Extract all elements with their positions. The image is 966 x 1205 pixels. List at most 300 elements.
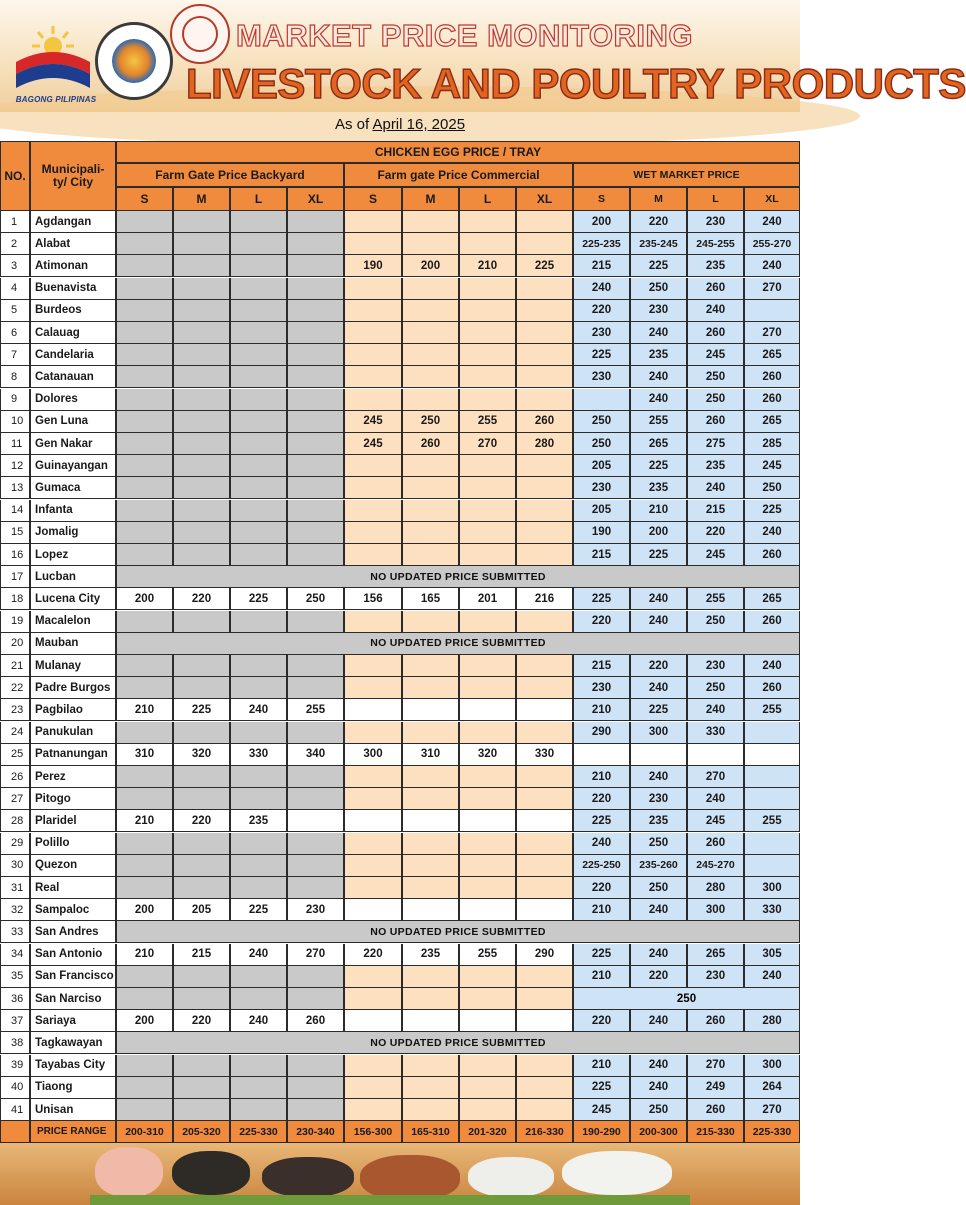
municipality-name: Alabat (30, 233, 116, 255)
as-of-date-value: April 16, 2025 (372, 116, 466, 133)
price-cell-bk-xl (287, 988, 344, 1010)
price-range-value: 225-330 (230, 1121, 287, 1143)
price-cell-wm-m: 220 (630, 966, 687, 988)
table-row (0, 211, 800, 233)
row-number: 1 (0, 211, 30, 233)
price-cell-bk-l (230, 233, 287, 255)
price-cell-bk-xl: 255 (287, 699, 344, 721)
price-cell-wm-s: 220 (573, 300, 630, 322)
price-cell-wm-merged: 250 (573, 988, 800, 1010)
price-cell-cm-m (402, 810, 459, 832)
price-cell-bk-m (173, 877, 230, 899)
price-cell-bk-l (230, 1099, 287, 1121)
table-row (0, 899, 800, 921)
table-row (0, 455, 800, 477)
price-cell-wm-m: 200 (630, 522, 687, 544)
price-cell-wm-l: 270 (687, 1055, 744, 1077)
price-cell-wm-m: 250 (630, 833, 687, 855)
price-cell-wm-l: 245-255 (687, 233, 744, 255)
price-cell-cm-xl (516, 810, 573, 832)
price-cell-bk-s (116, 655, 173, 677)
price-cell-wm-l: 245-270 (687, 855, 744, 877)
price-cell-cm-s: 156 (344, 588, 402, 610)
price-cell-bk-xl: 270 (287, 944, 344, 966)
price-cell-bk-xl (287, 233, 344, 255)
table-row (0, 1077, 800, 1099)
price-cell-bk-l (230, 833, 287, 855)
table-row (0, 389, 800, 411)
price-cell-cm-xl (516, 966, 573, 988)
price-cell-bk-l (230, 788, 287, 810)
price-cell-cm-m: 235 (402, 944, 459, 966)
as-of-label: As of (334, 116, 370, 133)
grass-strip (90, 1195, 690, 1205)
price-cell-bk-s (116, 233, 173, 255)
price-cell-cm-l (459, 477, 516, 499)
price-cell-bk-s (116, 988, 173, 1010)
price-cell-cm-l (459, 833, 516, 855)
bagong-pilipinas-text: BAGONG PILIPINAS (15, 95, 97, 104)
table-row (0, 522, 800, 544)
price-cell-bk-s (116, 211, 173, 233)
price-cell-cm-l (459, 1099, 516, 1121)
row-number: 41 (0, 1099, 30, 1121)
price-cell-bk-xl (287, 611, 344, 633)
price-cell-bk-l (230, 855, 287, 877)
price-cell-bk-xl (287, 411, 344, 433)
price-cell-wm-xl: 255 (744, 699, 800, 721)
price-cell-cm-m (402, 1010, 459, 1032)
price-cell-wm-m: 225 (630, 699, 687, 721)
price-cell-wm-m: 240 (630, 389, 687, 411)
price-range-value: 230-340 (287, 1121, 344, 1143)
price-cell-wm-m: 210 (630, 500, 687, 522)
price-cell-bk-s (116, 722, 173, 744)
size-header-cm-s: S (344, 187, 402, 211)
price-cell-cm-s: 190 (344, 255, 402, 277)
price-cell-wm-s: 290 (573, 722, 630, 744)
row-number: 29 (0, 833, 30, 855)
price-cell-cm-l (459, 988, 516, 1010)
price-cell-wm-s: 225-250 (573, 855, 630, 877)
municipality-name: San Narciso (30, 988, 116, 1010)
municipality-name: Lopez (30, 544, 116, 566)
price-cell-bk-l (230, 655, 287, 677)
price-cell-wm-xl: 280 (744, 1010, 800, 1032)
price-cell-cm-l (459, 699, 516, 721)
price-cell-wm-s (573, 389, 630, 411)
price-cell-cm-s (344, 500, 402, 522)
price-cell-bk-s (116, 344, 173, 366)
price-cell-cm-l: 320 (459, 744, 516, 766)
price-cell-wm-xl: 300 (744, 1055, 800, 1077)
price-cell-wm-l (687, 744, 744, 766)
price-cell-cm-l (459, 522, 516, 544)
price-cell-bk-xl (287, 788, 344, 810)
price-cell-bk-s (116, 411, 173, 433)
price-cell-bk-s (116, 278, 173, 300)
price-cell-bk-l: 235 (230, 810, 287, 832)
row-number: 17 (0, 566, 30, 588)
row-number: 13 (0, 477, 30, 499)
price-cell-cm-xl (516, 300, 573, 322)
price-cell-bk-m (173, 1099, 230, 1121)
table-row (0, 744, 800, 766)
price-cell-cm-s: 245 (344, 411, 402, 433)
price-cell-cm-xl: 216 (516, 588, 573, 610)
title-livestock-poultry: LIVESTOCK AND POULTRY PRODUCTS (186, 60, 966, 107)
price-cell-wm-l: 280 (687, 877, 744, 899)
province-seal (95, 22, 173, 100)
price-cell-cm-l (459, 389, 516, 411)
price-cell-bk-m (173, 477, 230, 499)
price-cell-bk-m (173, 500, 230, 522)
price-cell-cm-m (402, 899, 459, 921)
price-cell-wm-m: 240 (630, 944, 687, 966)
price-cell-wm-l: 245 (687, 344, 744, 366)
price-cell-bk-m (173, 233, 230, 255)
price-cell-cm-s (344, 899, 402, 921)
price-cell-bk-s: 210 (116, 699, 173, 721)
price-cell-bk-xl (287, 810, 344, 832)
price-cell-wm-s: 240 (573, 833, 630, 855)
price-cell-cm-m (402, 500, 459, 522)
table-row (0, 1055, 800, 1077)
col-header-no: NO. (0, 141, 30, 211)
price-cell-wm-l: 250 (687, 611, 744, 633)
price-cell-bk-xl (287, 722, 344, 744)
price-cell-cm-s (344, 1099, 402, 1121)
price-cell-bk-s (116, 1077, 173, 1099)
table-row (0, 1032, 800, 1054)
price-cell-cm-xl (516, 477, 573, 499)
price-cell-wm-s: 225 (573, 588, 630, 610)
price-cell-bk-xl (287, 655, 344, 677)
price-cell-bk-l (230, 1055, 287, 1077)
price-cell-bk-m (173, 655, 230, 677)
price-cell-bk-xl (287, 500, 344, 522)
table-row (0, 699, 800, 721)
price-cell-bk-s (116, 1055, 173, 1077)
price-cell-wm-s: 210 (573, 899, 630, 921)
municipality-name: Agdangan (30, 211, 116, 233)
price-cell-wm-s: 240 (573, 278, 630, 300)
price-cell-bk-s (116, 300, 173, 322)
price-cell-cm-s (344, 544, 402, 566)
row-number: 5 (0, 300, 30, 322)
price-cell-cm-s (344, 477, 402, 499)
size-header-bk-s: S (116, 187, 173, 211)
price-cell-bk-l (230, 389, 287, 411)
price-cell-cm-m (402, 788, 459, 810)
price-cell-cm-l: 210 (459, 255, 516, 277)
price-cell-bk-l (230, 344, 287, 366)
price-cell-bk-m (173, 211, 230, 233)
price-cell-wm-l: 300 (687, 899, 744, 921)
row-number: 6 (0, 322, 30, 344)
municipality-name: Gumaca (30, 477, 116, 499)
price-cell-wm-xl (744, 833, 800, 855)
price-cell-bk-m: 220 (173, 1010, 230, 1032)
row-number: 15 (0, 522, 30, 544)
table-row (0, 944, 800, 966)
price-cell-bk-l (230, 500, 287, 522)
bagong-pilipinas-logo (14, 22, 97, 108)
price-range-value: 216-330 (516, 1121, 573, 1143)
price-cell-bk-m (173, 366, 230, 388)
table-row (0, 611, 800, 633)
price-cell-bk-s (116, 833, 173, 855)
price-cell-wm-xl (744, 744, 800, 766)
price-cell-cm-l (459, 766, 516, 788)
price-cell-cm-m (402, 389, 459, 411)
municipality-name: Infanta (30, 500, 116, 522)
price-cell-cm-l (459, 611, 516, 633)
price-cell-cm-l (459, 1010, 516, 1032)
price-cell-cm-m (402, 877, 459, 899)
price-cell-bk-s (116, 966, 173, 988)
row-number: 32 (0, 899, 30, 921)
price-cell-bk-m (173, 677, 230, 699)
price-cell-wm-s: 230 (573, 366, 630, 388)
price-cell-cm-xl (516, 611, 573, 633)
price-cell-bk-m: 320 (173, 744, 230, 766)
price-cell-bk-s: 200 (116, 899, 173, 921)
price-cell-cm-s (344, 233, 402, 255)
price-cell-wm-xl (744, 722, 800, 744)
price-cell-cm-xl (516, 322, 573, 344)
municipality-name: Candelaria (30, 344, 116, 366)
row-number: 20 (0, 633, 30, 655)
price-cell-wm-xl: 250 (744, 477, 800, 499)
price-cell-cm-l (459, 655, 516, 677)
municipality-name: Sariaya (30, 1010, 116, 1032)
municipality-name: Lucban (30, 566, 116, 588)
price-cell-bk-s (116, 788, 173, 810)
subheader-backyard: Farm Gate Price Backyard (116, 163, 344, 187)
price-cell-wm-xl: 260 (744, 677, 800, 699)
price-cell-wm-l: 265 (687, 944, 744, 966)
price-cell-bk-xl (287, 1077, 344, 1099)
price-cell-bk-m: 220 (173, 810, 230, 832)
row-number: 4 (0, 278, 30, 300)
price-cell-bk-s: 310 (116, 744, 173, 766)
price-cell-bk-l (230, 278, 287, 300)
price-cell-wm-xl: 270 (744, 322, 800, 344)
municipality-name: Pitogo (30, 788, 116, 810)
price-cell-wm-m: 235-245 (630, 233, 687, 255)
price-cell-wm-m: 235 (630, 344, 687, 366)
price-cell-wm-m: 250 (630, 877, 687, 899)
row-number: 39 (0, 1055, 30, 1077)
header-banner (0, 0, 966, 112)
price-cell-cm-m (402, 699, 459, 721)
price-cell-bk-l (230, 322, 287, 344)
price-cell-bk-m: 205 (173, 899, 230, 921)
price-cell-wm-xl: 270 (744, 278, 800, 300)
price-cell-wm-s: 200 (573, 211, 630, 233)
price-cell-cm-m (402, 855, 459, 877)
price-cell-bk-m: 225 (173, 699, 230, 721)
price-range-no-cell (0, 1121, 30, 1143)
price-range-value: 165-310 (402, 1121, 459, 1143)
price-cell-bk-l (230, 211, 287, 233)
municipality-name: Gen Luna (30, 411, 116, 433)
price-cell-bk-xl (287, 344, 344, 366)
price-cell-wm-s: 190 (573, 522, 630, 544)
table-row (0, 655, 800, 677)
price-cell-wm-s: 225 (573, 810, 630, 832)
pig-illustration (95, 1147, 163, 1197)
price-cell-cm-xl (516, 455, 573, 477)
row-number: 8 (0, 366, 30, 388)
price-cell-cm-s (344, 344, 402, 366)
price-cell-bk-s (116, 389, 173, 411)
title-market-price-monitoring: MARKET PRICE MONITORING (236, 18, 693, 53)
price-cell-cm-xl (516, 988, 573, 1010)
price-cell-cm-s (344, 278, 402, 300)
price-cell-wm-l: 245 (687, 544, 744, 566)
municipality-name: Gen Nakar (30, 433, 116, 455)
cow-illustration (468, 1157, 554, 1197)
municipality-name: Unisan (30, 1099, 116, 1121)
price-cell-cm-s (344, 788, 402, 810)
no-update-notice: NO UPDATED PRICE SUBMITTED (116, 566, 800, 588)
price-cell-wm-m: 240 (630, 899, 687, 921)
size-header-bk-l: L (230, 187, 287, 211)
price-cell-wm-m: 250 (630, 1099, 687, 1121)
price-cell-cm-xl (516, 899, 573, 921)
price-cell-cm-s (344, 322, 402, 344)
price-cell-wm-m: 225 (630, 455, 687, 477)
row-number: 26 (0, 766, 30, 788)
price-cell-bk-xl (287, 544, 344, 566)
row-number: 34 (0, 944, 30, 966)
table-row (0, 766, 800, 788)
price-cell-cm-s (344, 211, 402, 233)
table-row (0, 278, 800, 300)
price-cell-bk-m (173, 255, 230, 277)
row-number: 19 (0, 611, 30, 633)
price-cell-wm-l: 235 (687, 455, 744, 477)
price-cell-wm-xl: 270 (744, 1099, 800, 1121)
price-cell-wm-xl: 264 (744, 1077, 800, 1099)
price-cell-wm-xl: 240 (744, 655, 800, 677)
price-cell-wm-xl: 245 (744, 455, 800, 477)
size-header-wm-s: S (573, 187, 630, 211)
price-range-value: 201-320 (459, 1121, 516, 1143)
price-cell-cm-m (402, 1077, 459, 1099)
price-cell-bk-m (173, 278, 230, 300)
price-cell-bk-s: 200 (116, 588, 173, 610)
no-update-notice: NO UPDATED PRICE SUBMITTED (116, 921, 800, 943)
price-cell-cm-m: 250 (402, 411, 459, 433)
price-cell-wm-s: 215 (573, 544, 630, 566)
municipality-name: Pagbilao (30, 699, 116, 721)
row-number: 24 (0, 722, 30, 744)
price-cell-bk-m (173, 389, 230, 411)
municipality-name: Tayabas City (30, 1055, 116, 1077)
price-cell-bk-s (116, 366, 173, 388)
price-cell-wm-l: 260 (687, 278, 744, 300)
price-cell-cm-s (344, 699, 402, 721)
municipality-name: Atimonan (30, 255, 116, 277)
price-cell-cm-m: 310 (402, 744, 459, 766)
price-cell-wm-l: 250 (687, 389, 744, 411)
price-cell-wm-m: 220 (630, 655, 687, 677)
price-cell-wm-m: 220 (630, 211, 687, 233)
price-cell-cm-m (402, 211, 459, 233)
row-number: 40 (0, 1077, 30, 1099)
price-cell-wm-m: 235-260 (630, 855, 687, 877)
price-cell-bk-s (116, 766, 173, 788)
price-cell-bk-m (173, 722, 230, 744)
price-cell-wm-s: 215 (573, 255, 630, 277)
price-cell-wm-s: 230 (573, 677, 630, 699)
price-cell-cm-s (344, 366, 402, 388)
table-row (0, 366, 800, 388)
price-cell-bk-xl (287, 855, 344, 877)
price-cell-bk-xl (287, 366, 344, 388)
price-cell-wm-s: 225 (573, 344, 630, 366)
price-cell-cm-s (344, 988, 402, 1010)
row-number: 28 (0, 810, 30, 832)
price-cell-wm-m: 240 (630, 1077, 687, 1099)
price-cell-cm-m (402, 766, 459, 788)
price-cell-wm-s: 220 (573, 877, 630, 899)
price-cell-wm-xl: 240 (744, 522, 800, 544)
price-cell-wm-xl: 255-270 (744, 233, 800, 255)
price-cell-wm-xl: 255 (744, 810, 800, 832)
municipality-name: Tagkawayan (30, 1032, 116, 1054)
price-cell-bk-l (230, 677, 287, 699)
price-cell-cm-l (459, 810, 516, 832)
price-cell-cm-s (344, 300, 402, 322)
table-row (0, 344, 800, 366)
price-range-value: 156-300 (344, 1121, 402, 1143)
price-cell-cm-m (402, 988, 459, 1010)
price-cell-wm-l: 240 (687, 477, 744, 499)
row-number: 22 (0, 677, 30, 699)
price-cell-cm-l (459, 677, 516, 699)
price-cell-bk-m (173, 611, 230, 633)
price-cell-bk-m (173, 855, 230, 877)
row-number: 21 (0, 655, 30, 677)
price-cell-bk-s (116, 544, 173, 566)
price-cell-cm-s (344, 833, 402, 855)
price-cell-bk-l (230, 455, 287, 477)
price-cell-wm-l: 260 (687, 411, 744, 433)
price-cell-wm-xl: 300 (744, 877, 800, 899)
price-cell-cm-m (402, 966, 459, 988)
price-range-value: 215-330 (687, 1121, 744, 1143)
price-cell-wm-m: 225 (630, 544, 687, 566)
price-cell-bk-xl: 260 (287, 1010, 344, 1032)
price-cell-cm-xl (516, 1099, 573, 1121)
row-number: 37 (0, 1010, 30, 1032)
price-cell-wm-m: 230 (630, 300, 687, 322)
row-number: 30 (0, 855, 30, 877)
price-cell-bk-m (173, 1055, 230, 1077)
price-cell-wm-xl: 330 (744, 899, 800, 921)
price-cell-cm-xl (516, 1077, 573, 1099)
price-cell-bk-l (230, 544, 287, 566)
size-header-wm-m: M (630, 187, 687, 211)
price-cell-cm-xl (516, 766, 573, 788)
price-cell-cm-xl: 225 (516, 255, 573, 277)
municipality-name: Guinayangan (30, 455, 116, 477)
price-cell-wm-l: 215 (687, 500, 744, 522)
